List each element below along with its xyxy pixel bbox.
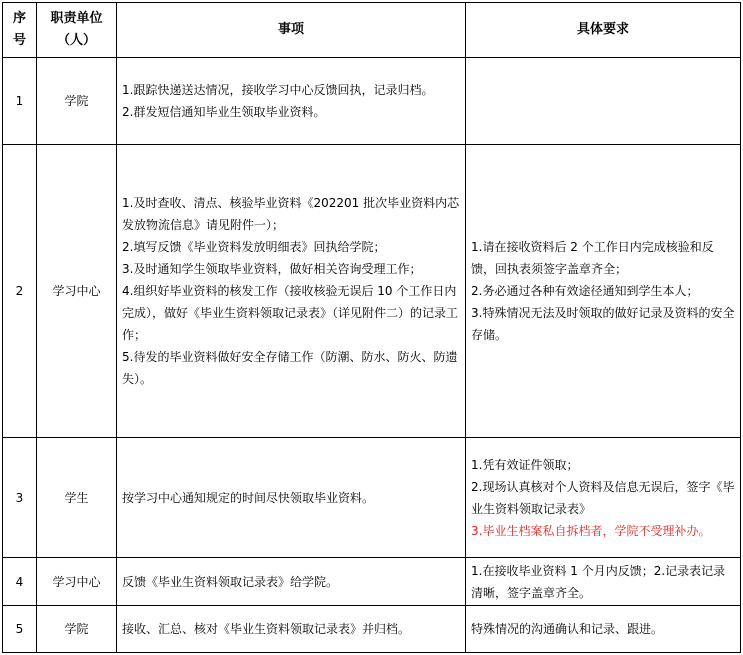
seq-cell: 5 — [3, 606, 37, 653]
matter-cell — [117, 558, 466, 606]
matter-line: 2.填写反馈《毕业资料发放明细表》回执给学院； — [122, 240, 386, 254]
matter-line: 1.及时查收、清点、核验毕业资料《202201 批次毕业资料内芯发放物流信息》请见附件一）； — [122, 196, 460, 232]
unit-cell: 学习中心 — [37, 558, 117, 606]
matter-line: 接收、汇总、核对《毕业生资料领取记录表》并归档。 — [122, 622, 411, 636]
requirement-cell — [466, 606, 741, 653]
requirement-line: 1.请在接收资料后 2 个工作日内完成核验和反馈，回执表须签字盖章齐全； — [471, 240, 714, 276]
matter-line: 2.群发短信通知毕业生领取毕业资料。 — [122, 105, 326, 119]
matter-line: 按学习中心通知规定的时间尽快领取毕业资料。 — [122, 490, 375, 505]
matter-line: 3.及时通知学生领取毕业资料，做好相关咨询受理工作； — [122, 262, 422, 276]
unit-cell: 学生 — [37, 438, 117, 558]
matter-cell — [117, 58, 466, 145]
seq-cell: 3 — [3, 438, 37, 558]
responsibility-table — [2, 2, 741, 653]
requirement-cell — [466, 58, 741, 145]
table-row — [3, 606, 741, 653]
requirement-line: 1.凭有效证件领取； — [471, 457, 579, 472]
requirement-cell — [466, 145, 741, 438]
requirement-line: 2.现场认真核对个人资料及信息无误后，签字《毕业生资料领取记录表》 — [471, 479, 735, 516]
unit-cell: 学院 — [37, 58, 117, 145]
header-row — [3, 3, 741, 58]
matter-line: 5.待发的毕业资料做好安全存储工作（防潮、防水、防火、防遗失）。 — [122, 350, 458, 386]
matter-line: 4.组织好毕业资料的核发工作（接收核验无误后 10 个工作日内完成），做好《毕业生资料领取记录表》（详见附件二）的记录工作； — [122, 284, 459, 342]
table-row — [3, 145, 741, 438]
matter-cell — [117, 606, 466, 653]
table-row — [3, 58, 741, 145]
requirement-line: 3.特殊情况无法及时领取的做好记录及资料的安全存储。 — [471, 306, 735, 342]
header-requirement: 具体要求 — [466, 3, 741, 58]
header-seq: 序号 — [3, 3, 37, 58]
requirement-cell — [466, 438, 741, 558]
seq-cell: 4 — [3, 558, 37, 606]
table-row — [3, 558, 741, 606]
header-unit: 职责单位（人） — [37, 3, 117, 58]
matter-cell — [117, 145, 466, 438]
requirement-cell — [466, 558, 741, 606]
matter-line: 1.跟踪快递送达情况，接收学习中心反馈回执，记录归档。 — [122, 83, 434, 97]
header-matter: 事项 — [117, 3, 466, 58]
unit-cell: 学院 — [37, 606, 117, 653]
unit-cell: 学习中心 — [37, 145, 117, 438]
requirement-line-warning: 3.毕业生档案私自拆档者，学院不受理补办。 — [471, 523, 711, 538]
requirement-line: 2.务必通过各种有效途径通知到学生本人； — [471, 284, 699, 298]
seq-cell: 1 — [3, 58, 37, 145]
matter-cell — [117, 438, 466, 558]
requirement-line: 特殊情况的沟通确认和记录、跟进。 — [471, 622, 664, 636]
requirement-line: 1.在接收毕业资料 1 个月内反馈；2.记录表记录清晰，签字盖章齐全。 — [471, 563, 726, 600]
table-row — [3, 438, 741, 558]
matter-line: 反馈《毕业生资料领取记录表》给学院。 — [122, 574, 339, 589]
seq-cell: 2 — [3, 145, 37, 438]
